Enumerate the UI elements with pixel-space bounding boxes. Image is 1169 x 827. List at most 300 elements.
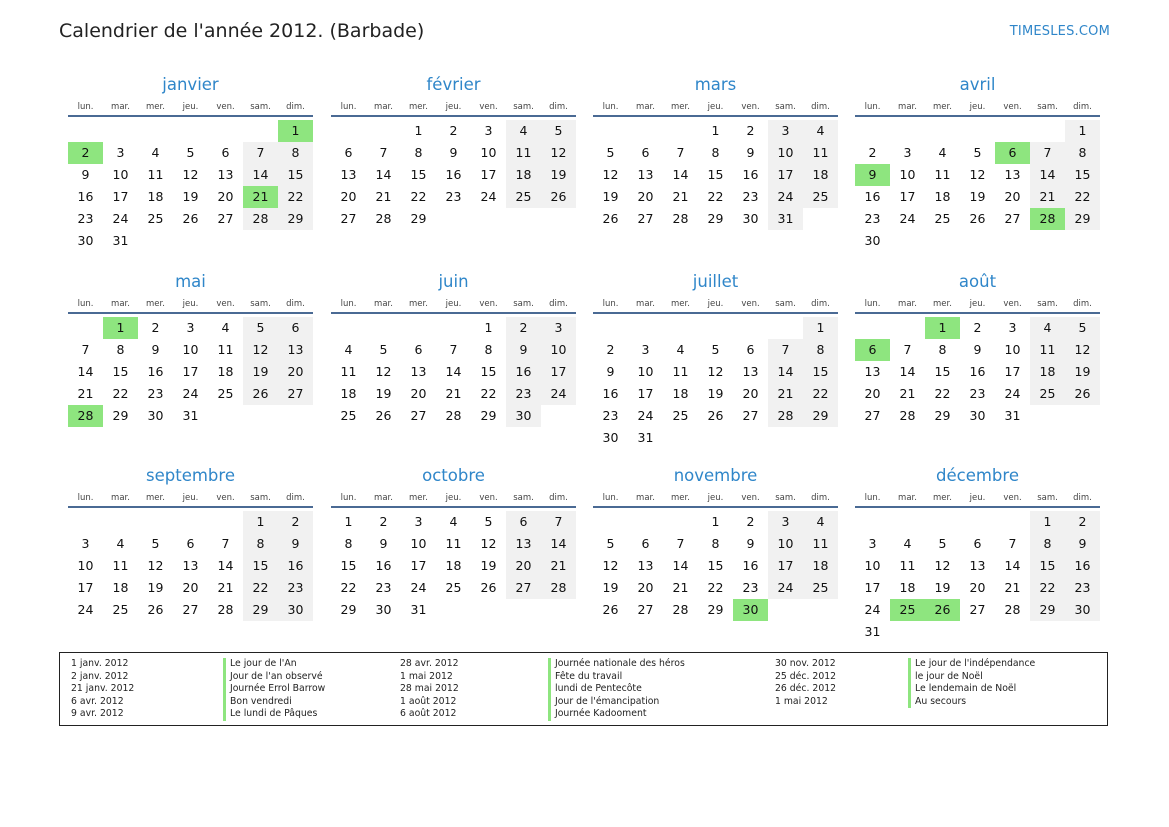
empty-cell [138, 511, 173, 533]
day-cell: 26 [1065, 383, 1100, 405]
legend-date: 1 août 2012 [400, 695, 457, 707]
weekday-label: dim. [811, 102, 830, 112]
weekday-label: ven. [479, 102, 498, 112]
day-cell: 3 [484, 123, 493, 138]
day-cell: 11 [147, 167, 164, 182]
day-cell: 23 [742, 189, 759, 204]
day-cell: 5 [484, 514, 493, 529]
weekday-label: mar. [898, 493, 917, 503]
day-cell: 2 [506, 317, 541, 339]
day-cell: 23 [445, 189, 462, 204]
weekday-label: sam. [250, 102, 271, 112]
day-cell: 25 [672, 408, 689, 423]
day-cell: 17 [182, 364, 199, 379]
day-cell: 26 [243, 383, 278, 405]
weekday-label: sam. [775, 493, 796, 503]
legend-holiday-name: Journée Kadooment [548, 708, 685, 721]
holiday-legend [59, 652, 1108, 726]
day-cell: 15 [243, 555, 278, 577]
weekday-label: lun. [864, 493, 881, 503]
day-cell: 11 [217, 342, 234, 357]
day-cell: 5 [606, 145, 615, 160]
day-cell: 28 [375, 211, 392, 226]
day-cell: 9 [1065, 533, 1100, 555]
weekday-label: lun. [602, 299, 619, 309]
day-cell: 5 [243, 317, 278, 339]
day-cell: 10 [541, 339, 576, 361]
day-cell: 8 [278, 142, 313, 164]
month-name: juin [438, 272, 469, 291]
day-cell: 8 [116, 342, 125, 357]
holiday-day-cell: 26 [925, 599, 960, 621]
day-cell: 12 [969, 167, 986, 182]
day-cell: 16 [445, 167, 462, 182]
day-cell: 6 [746, 342, 755, 357]
day-cell: 18 [899, 580, 916, 595]
day-cell: 21 [1030, 186, 1065, 208]
day-cell: 23 [278, 577, 313, 599]
weekday-label: ven. [216, 299, 235, 309]
day-cell: 28 [445, 408, 462, 423]
legend-holiday-name: le jour de Noël [908, 671, 1035, 684]
day-cell: 30 [864, 233, 881, 248]
weekday-label: sam. [250, 299, 271, 309]
weekday-label: sam. [775, 102, 796, 112]
legend-names-column [548, 658, 685, 721]
day-cell: 13 [637, 167, 654, 182]
day-cell: 20 [637, 580, 654, 595]
day-cell: 21 [672, 580, 689, 595]
day-cell: 7 [676, 145, 685, 160]
day-cell: 12 [182, 167, 199, 182]
day-cell: 4 [803, 120, 838, 142]
weekday-label: dim. [549, 299, 568, 309]
weekday-label: mer. [671, 102, 690, 112]
weekday-label: mer. [671, 493, 690, 503]
empty-cell [855, 120, 890, 142]
month-block [68, 271, 313, 427]
weekday-label: jeu. [182, 102, 199, 112]
site-brand-link[interactable]: TIMESLES.COM [1009, 24, 1110, 39]
day-cell: 17 [480, 167, 497, 182]
day-cell: 18 [217, 364, 234, 379]
day-cell: 12 [480, 536, 497, 551]
day-cell: 13 [1004, 167, 1021, 182]
day-cell: 1 [711, 123, 720, 138]
weekday-label: mer. [409, 102, 428, 112]
day-cell: 2 [868, 145, 877, 160]
day-cell: 25 [445, 580, 462, 595]
day-cell: 1 [344, 514, 353, 529]
weekday-label: dim. [1073, 102, 1092, 112]
day-cell: 12 [541, 142, 576, 164]
legend-date: 1 mai 2012 [775, 695, 828, 707]
day-cell: 9 [746, 536, 755, 551]
day-cell: 21 [768, 383, 803, 405]
weekday-label: lun. [602, 102, 619, 112]
days-grid [331, 511, 576, 621]
day-cell: 25 [147, 211, 164, 226]
month-block [593, 74, 838, 230]
day-cell: 5 [711, 342, 720, 357]
day-cell: 11 [934, 167, 951, 182]
day-cell: 22 [934, 386, 951, 401]
weekday-label: lun. [602, 493, 619, 503]
day-cell: 27 [217, 211, 234, 226]
legend-holiday-name: Journée nationale des héros [548, 658, 685, 671]
day-cell: 3 [186, 320, 195, 335]
day-cell: 18 [1030, 361, 1065, 383]
empty-cell [68, 511, 103, 533]
legend-holiday-name: Journée Errol Barrow [223, 683, 325, 696]
weekday-label: jeu. [707, 102, 724, 112]
day-cell: 19 [602, 189, 619, 204]
day-cell: 12 [147, 558, 164, 573]
day-cell: 29 [278, 208, 313, 230]
day-cell: 26 [541, 186, 576, 208]
day-cell: 6 [973, 536, 982, 551]
weekday-label: lun. [77, 102, 94, 112]
weekday-label: sam. [1037, 299, 1058, 309]
day-cell: 3 [768, 511, 803, 533]
day-cell: 28 [672, 602, 689, 617]
page-title: Calendrier de l'année 2012. (Barbade) [59, 20, 425, 42]
day-cell: 5 [541, 120, 576, 142]
day-cell: 21 [217, 580, 234, 595]
day-cell: 22 [707, 580, 724, 595]
day-cell: 14 [77, 364, 94, 379]
day-cell: 29 [934, 408, 951, 423]
day-cell: 7 [1030, 142, 1065, 164]
day-cell: 8 [1065, 142, 1100, 164]
day-cell: 22 [1065, 186, 1100, 208]
weekday-label: mar. [374, 299, 393, 309]
weekday-header [855, 99, 1100, 117]
day-cell: 10 [112, 167, 129, 182]
day-cell: 28 [672, 211, 689, 226]
holiday-day-cell: 28 [1030, 208, 1065, 230]
day-cell: 9 [506, 339, 541, 361]
day-cell: 26 [602, 211, 619, 226]
holiday-day-cell: 28 [68, 405, 103, 427]
day-cell: 3 [903, 145, 912, 160]
legend-date: 9 avr. 2012 [71, 708, 124, 720]
weekday-label: sam. [1037, 102, 1058, 112]
legend-date: 1 mai 2012 [400, 670, 453, 682]
day-cell: 1 [414, 123, 423, 138]
day-cell: 21 [445, 386, 462, 401]
day-cell: 4 [676, 342, 685, 357]
legend-holiday-name: Le lendemain de Noël [908, 683, 1035, 696]
legend-date: 1 janv. 2012 [71, 658, 129, 669]
empty-cell [890, 317, 925, 339]
day-cell: 20 [506, 555, 541, 577]
day-cell: 21 [672, 189, 689, 204]
day-cell: 17 [864, 580, 881, 595]
day-cell: 6 [641, 145, 650, 160]
day-cell: 14 [768, 361, 803, 383]
day-cell: 22 [278, 186, 313, 208]
day-cell: 10 [410, 536, 427, 551]
day-cell: 13 [340, 167, 357, 182]
weekday-label: jeu. [969, 102, 986, 112]
weekday-label: ven. [741, 493, 760, 503]
weekday-label: lun. [77, 493, 94, 503]
weekday-label: mer. [146, 102, 165, 112]
day-cell: 16 [1065, 555, 1100, 577]
empty-cell [593, 120, 628, 142]
month-name: octobre [422, 466, 485, 485]
legend-date: 28 mai 2012 [400, 683, 459, 695]
day-cell: 15 [803, 361, 838, 383]
day-cell: 24 [112, 211, 129, 226]
weekday-label: jeu. [182, 493, 199, 503]
day-cell: 3 [116, 145, 125, 160]
weekday-label: ven. [741, 102, 760, 112]
weekday-label: mer. [933, 493, 952, 503]
day-cell: 16 [278, 555, 313, 577]
day-cell: 11 [899, 558, 916, 573]
days-grid [855, 511, 1100, 643]
empty-cell [890, 120, 925, 142]
day-cell: 1 [711, 514, 720, 529]
day-cell: 10 [899, 167, 916, 182]
legend-dates-column [400, 658, 459, 721]
day-cell: 25 [803, 186, 838, 208]
day-cell: 26 [969, 211, 986, 226]
day-cell: 21 [77, 386, 94, 401]
day-cell: 18 [147, 189, 164, 204]
day-cell: 5 [938, 536, 947, 551]
empty-cell [890, 511, 925, 533]
empty-cell [663, 511, 698, 533]
day-cell: 9 [606, 364, 615, 379]
weekday-label: jeu. [707, 493, 724, 503]
day-cell: 20 [340, 189, 357, 204]
empty-cell [331, 317, 366, 339]
day-cell: 7 [1008, 536, 1017, 551]
weekday-label: lun. [77, 299, 94, 309]
day-cell: 9 [449, 145, 458, 160]
day-cell: 7 [676, 536, 685, 551]
day-cell: 23 [77, 211, 94, 226]
day-cell: 30 [77, 233, 94, 248]
day-cell: 20 [278, 361, 313, 383]
day-cell: 30 [506, 405, 541, 427]
month-name: mai [175, 272, 206, 291]
weekday-label: dim. [286, 299, 305, 309]
day-cell: 15 [1065, 164, 1100, 186]
weekday-header [855, 296, 1100, 314]
weekday-label: dim. [286, 102, 305, 112]
day-cell: 10 [182, 342, 199, 357]
legend-holiday-name: Le jour de l'An [223, 658, 325, 671]
weekday-header [68, 296, 313, 314]
weekday-label: mer. [933, 299, 952, 309]
days-grid [68, 511, 313, 621]
day-cell: 6 [186, 536, 195, 551]
month-block [855, 465, 1100, 643]
weekday-label: dim. [811, 299, 830, 309]
day-cell: 27 [637, 211, 654, 226]
day-cell: 4 [938, 145, 947, 160]
weekday-label: mar. [374, 102, 393, 112]
month-block [593, 271, 838, 449]
day-cell: 22 [243, 577, 278, 599]
day-cell: 5 [379, 342, 388, 357]
day-cell: 18 [112, 580, 129, 595]
day-cell: 3 [641, 342, 650, 357]
legend-date: 21 janv. 2012 [71, 683, 135, 695]
day-cell: 12 [707, 364, 724, 379]
empty-cell [138, 120, 173, 142]
legend-dates-column [71, 658, 134, 721]
day-cell: 28 [541, 577, 576, 599]
weekday-label: dim. [549, 102, 568, 112]
day-cell: 19 [602, 580, 619, 595]
day-cell: 31 [768, 208, 803, 230]
day-cell: 6 [506, 511, 541, 533]
day-cell: 17 [899, 189, 916, 204]
day-cell: 12 [243, 339, 278, 361]
weekday-label: sam. [1037, 493, 1058, 503]
empty-cell [243, 120, 278, 142]
day-cell: 7 [379, 145, 388, 160]
empty-cell [628, 511, 663, 533]
month-name: décembre [936, 466, 1019, 485]
day-cell: 23 [147, 386, 164, 401]
empty-cell [401, 317, 436, 339]
day-cell: 21 [541, 555, 576, 577]
day-cell: 25 [340, 408, 357, 423]
day-cell: 24 [768, 577, 803, 599]
month-block [331, 271, 576, 427]
legend-date: 26 déc. 2012 [775, 683, 837, 695]
holiday-day-cell: 9 [855, 164, 890, 186]
day-cell: 24 [637, 408, 654, 423]
day-cell: 11 [1030, 339, 1065, 361]
day-cell: 29 [243, 599, 278, 621]
day-cell: 15 [278, 164, 313, 186]
legend-holiday-name: lundi de Pentecôte [548, 683, 685, 696]
holiday-day-cell: 30 [733, 599, 768, 621]
day-cell: 20 [217, 189, 234, 204]
legend-holiday-name: Le lundi de Pâques [223, 708, 325, 721]
legend-holiday-name: Le jour de l'indépendance [908, 658, 1035, 671]
day-cell: 9 [973, 342, 982, 357]
weekday-label: dim. [1073, 299, 1092, 309]
weekday-label: lun. [340, 102, 357, 112]
day-cell: 2 [278, 511, 313, 533]
month-block [68, 74, 313, 252]
empty-cell [208, 120, 243, 142]
weekday-label: mer. [671, 299, 690, 309]
empty-cell [1030, 120, 1065, 142]
day-cell: 27 [182, 602, 199, 617]
day-cell: 24 [899, 211, 916, 226]
empty-cell [855, 511, 890, 533]
empty-cell [663, 317, 698, 339]
day-cell: 25 [112, 602, 129, 617]
day-cell: 30 [147, 408, 164, 423]
day-cell: 24 [768, 186, 803, 208]
day-cell: 13 [506, 533, 541, 555]
holiday-day-cell: 1 [278, 120, 313, 142]
day-cell: 6 [344, 145, 353, 160]
weekday-label: mar. [111, 493, 130, 503]
days-grid [593, 317, 838, 449]
day-cell: 12 [934, 558, 951, 573]
day-cell: 7 [449, 342, 458, 357]
day-cell: 7 [903, 342, 912, 357]
day-cell: 21 [1004, 580, 1021, 595]
day-cell: 24 [541, 383, 576, 405]
day-cell: 29 [707, 211, 724, 226]
day-cell: 29 [112, 408, 129, 423]
empty-cell [628, 317, 663, 339]
day-cell: 27 [864, 408, 881, 423]
day-cell: 16 [506, 361, 541, 383]
day-cell: 10 [1004, 342, 1021, 357]
day-cell: 31 [410, 602, 427, 617]
legend-date: 2 janv. 2012 [71, 670, 129, 682]
days-grid [68, 317, 313, 427]
day-cell: 31 [864, 624, 881, 639]
day-cell: 28 [899, 408, 916, 423]
day-cell: 20 [864, 386, 881, 401]
day-cell: 18 [506, 164, 541, 186]
day-cell: 10 [77, 558, 94, 573]
legend-date: 6 août 2012 [400, 708, 457, 720]
day-cell: 15 [707, 558, 724, 573]
day-cell: 25 [803, 577, 838, 599]
day-cell: 14 [899, 364, 916, 379]
day-cell: 6 [278, 317, 313, 339]
day-cell: 30 [375, 602, 392, 617]
day-cell: 25 [934, 211, 951, 226]
holiday-day-cell: 25 [890, 599, 925, 621]
day-cell: 24 [1004, 386, 1021, 401]
day-cell: 4 [151, 145, 160, 160]
day-cell: 23 [506, 383, 541, 405]
empty-cell [925, 511, 960, 533]
holiday-day-cell: 21 [243, 186, 278, 208]
empty-cell [68, 317, 103, 339]
day-cell: 8 [243, 533, 278, 555]
day-cell: 3 [414, 514, 423, 529]
day-cell: 8 [938, 342, 947, 357]
day-cell: 17 [768, 555, 803, 577]
empty-cell [768, 317, 803, 339]
day-cell: 17 [637, 386, 654, 401]
day-cell: 14 [217, 558, 234, 573]
empty-cell [68, 120, 103, 142]
day-cell: 15 [707, 167, 724, 182]
day-cell: 12 [1065, 339, 1100, 361]
weekday-label: dim. [811, 493, 830, 503]
legend-names-column [223, 658, 325, 721]
weekday-label: ven. [479, 299, 498, 309]
day-cell: 26 [375, 408, 392, 423]
weekday-header [593, 296, 838, 314]
day-cell: 20 [410, 386, 427, 401]
day-cell: 13 [278, 339, 313, 361]
legend-date: 25 déc. 2012 [775, 670, 837, 682]
day-cell: 17 [768, 164, 803, 186]
day-cell: 20 [182, 580, 199, 595]
day-cell: 6 [221, 145, 230, 160]
day-cell: 17 [77, 580, 94, 595]
